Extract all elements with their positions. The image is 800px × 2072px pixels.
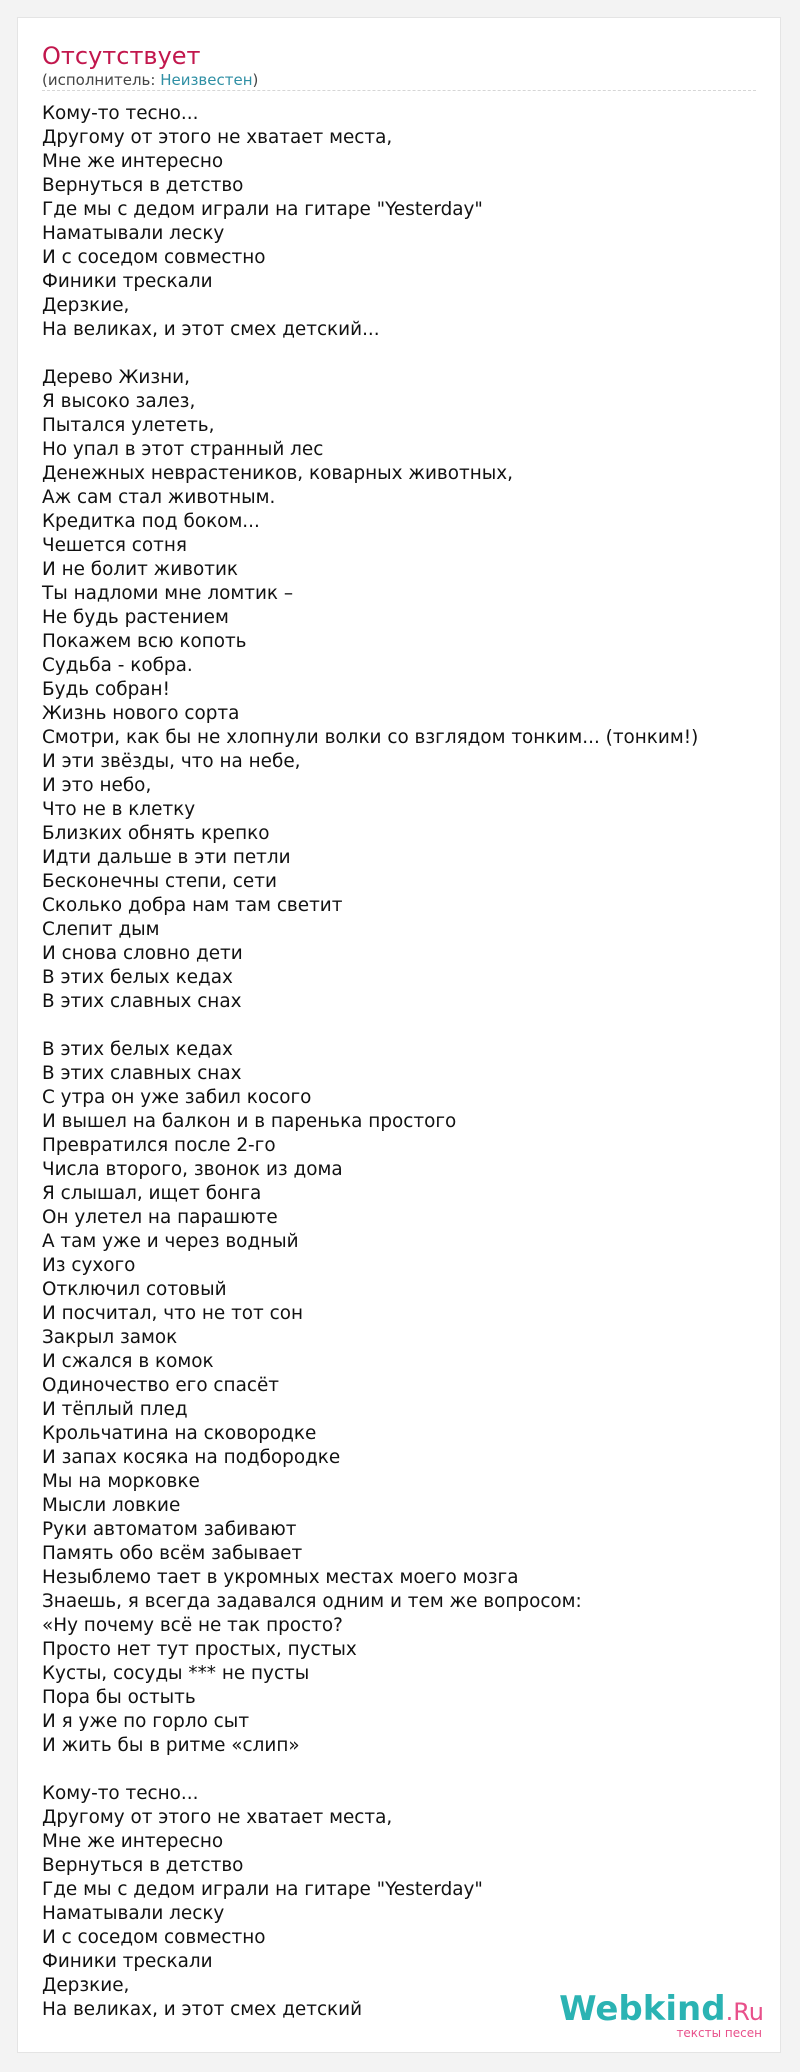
lyric-line: И тёплый плед xyxy=(42,1399,188,1420)
lyric-line: Финики трескали xyxy=(42,1951,213,1972)
lyric-line: Мысли ловкие xyxy=(42,1495,181,1516)
lyric-line: И я уже по горло сыт xyxy=(42,1711,250,1732)
lyric-line: Одиночество его спасёт xyxy=(42,1375,279,1396)
lyric-line: Наматывали леску xyxy=(42,223,225,244)
lyric-line: И посчитал, что не тот сон xyxy=(42,1303,304,1324)
lyric-line: Покажем всю копоть xyxy=(42,631,247,652)
lyric-line: Дерзкие, xyxy=(42,1975,130,1996)
lyric-line: Другому от этого не хватает места, xyxy=(42,1807,393,1828)
lyric-line: Денежных неврастеников, коварных животных, xyxy=(42,463,513,484)
logo-tld: .Ru xyxy=(725,1998,764,2026)
lyric-line: И запах косяка на подбородке xyxy=(42,1447,341,1468)
lyric-line: Что не в клетку xyxy=(42,799,196,820)
lyric-line: Близких обнять крепко xyxy=(42,823,270,844)
lyric-line: «Ну почему всё не так просто? xyxy=(42,1615,343,1636)
lyric-line: Мне же интересно xyxy=(42,1831,224,1852)
lyric-line: И это небо, xyxy=(42,775,152,796)
lyric-line: Вернуться в детство xyxy=(42,1855,244,1876)
lyric-line: И жить бы в ритме «слип» xyxy=(42,1735,300,1756)
lyric-line: Где мы с дедом играли на гитаре "Yesterday" xyxy=(42,1879,483,1900)
lyric-line: Превратился после 2-го xyxy=(42,1135,276,1156)
lyric-line: Жизнь нового сорта xyxy=(42,703,240,724)
lyric-line: И снова словно дети xyxy=(42,943,243,964)
lyric-line: Кому-то тесно... xyxy=(42,1783,199,1804)
lyric-line: Числа второго, звонок из дома xyxy=(42,1159,343,1180)
lyric-line: Я слышал, ищет бонга xyxy=(42,1183,262,1204)
lyric-line: Закрыл замок xyxy=(42,1327,178,1348)
lyric-line: В этих славных снах xyxy=(42,991,242,1012)
lyric-line: Сколько добра нам там светит xyxy=(42,895,343,916)
header-divider xyxy=(42,90,756,91)
lyric-line: Незыблемо тает в укромных местах моего мозга xyxy=(42,1567,519,1588)
lyric-line: Слепит дым xyxy=(42,919,160,940)
artist-prefix: (исполнитель: xyxy=(42,71,161,89)
logo-subtitle: тексты песен xyxy=(676,2026,762,2040)
lyric-line: И с соседом совместно xyxy=(42,247,266,268)
lyric-line: Мне же интересно xyxy=(42,151,224,172)
lyric-line: И эти звёзды, что на небе, xyxy=(42,751,301,772)
lyric-line: Мы на морковке xyxy=(42,1471,200,1492)
stanza-break xyxy=(42,1014,772,1038)
lyric-line: Не будь растением xyxy=(42,607,229,628)
lyric-line: Но упал в этот странный лес xyxy=(42,439,324,460)
lyric-line: Руки автоматом забивают xyxy=(42,1519,297,1540)
lyric-line: Финики трескали xyxy=(42,271,213,292)
lyric-line: Знаешь, я всегда задавался одним и тем же вопросом: xyxy=(42,1591,582,1612)
song-title: Отсутствует xyxy=(42,42,201,70)
lyric-line: Он улетел на парашюте xyxy=(42,1207,278,1228)
lyric-line: Ты надломи мне ломтик – xyxy=(42,583,294,604)
artist-line xyxy=(42,70,258,90)
lyric-line: Аж сам стал животным. xyxy=(42,487,276,508)
lyric-line: На великах, и этот смех детский... xyxy=(42,319,380,340)
lyric-line: Другому от этого не хватает места, xyxy=(42,127,393,148)
lyric-line: И вышел на балкон и в паренька простого xyxy=(42,1111,457,1132)
lyric-line: Пытался улететь, xyxy=(42,415,215,436)
lyric-line: Кредитка под боком... xyxy=(42,511,260,532)
lyric-line: Вернуться в детство xyxy=(42,175,244,196)
lyric-line: На великах, и этот смех детский xyxy=(42,1999,363,2020)
lyric-line: И сжался в комок xyxy=(42,1351,214,1372)
lyric-line: И не болит животик xyxy=(42,559,239,580)
lyric-line: А там уже и через водный xyxy=(42,1231,299,1252)
artist-suffix: ) xyxy=(252,71,259,89)
lyric-line: Просто нет тут простых, пустых xyxy=(42,1639,357,1660)
lyric-line: Наматывали леску xyxy=(42,1903,225,1924)
lyric-line: Дерево Жизни, xyxy=(42,367,190,388)
stanza-break xyxy=(42,1758,772,1782)
lyric-line: Чешется сотня xyxy=(42,535,187,556)
lyric-line: Смотри, как бы не хлопнули волки со взглядом тонким... (тонким!) xyxy=(42,727,699,748)
lyric-line: Дерзкие, xyxy=(42,295,130,316)
lyric-line: В этих белых кедах xyxy=(42,1039,233,1060)
lyric-line: Кусты, сосуды *** не пусты xyxy=(42,1663,310,1684)
artist-link[interactable]: Неизвестен xyxy=(160,71,253,89)
lyric-line: Крольчатина на сковородке xyxy=(42,1423,317,1444)
stanza-break xyxy=(42,342,772,366)
lyric-line: Будь собран! xyxy=(42,679,170,700)
lyric-line: Кому-то тесно... xyxy=(42,103,199,124)
lyric-line: Отключил сотовый xyxy=(42,1279,227,1300)
site-logo[interactable] xyxy=(559,1991,764,2040)
lyric-line: Где мы с дедом играли на гитаре "Yesterday" xyxy=(42,199,483,220)
lyrics-page xyxy=(17,17,781,2053)
lyric-line: И с соседом совместно xyxy=(42,1927,266,1948)
lyrics-text xyxy=(42,102,772,2022)
lyric-line: Идти дальше в эти петли xyxy=(42,847,291,868)
lyric-line: Бесконечны степи, сети xyxy=(42,871,277,892)
lyric-line: Пора бы остыть xyxy=(42,1687,196,1708)
lyric-line: Из сухого xyxy=(42,1255,136,1276)
lyric-line: С утра он уже забил косого xyxy=(42,1087,312,1108)
logo-main: Webkind xyxy=(559,1989,726,2029)
lyric-line: Память обо всём забывает xyxy=(42,1543,303,1564)
lyric-line: Я высоко залез, xyxy=(42,391,196,412)
lyric-line: В этих славных снах xyxy=(42,1063,242,1084)
lyric-line: В этих белых кедах xyxy=(42,967,233,988)
lyric-line: Судьба - кобра. xyxy=(42,655,193,676)
